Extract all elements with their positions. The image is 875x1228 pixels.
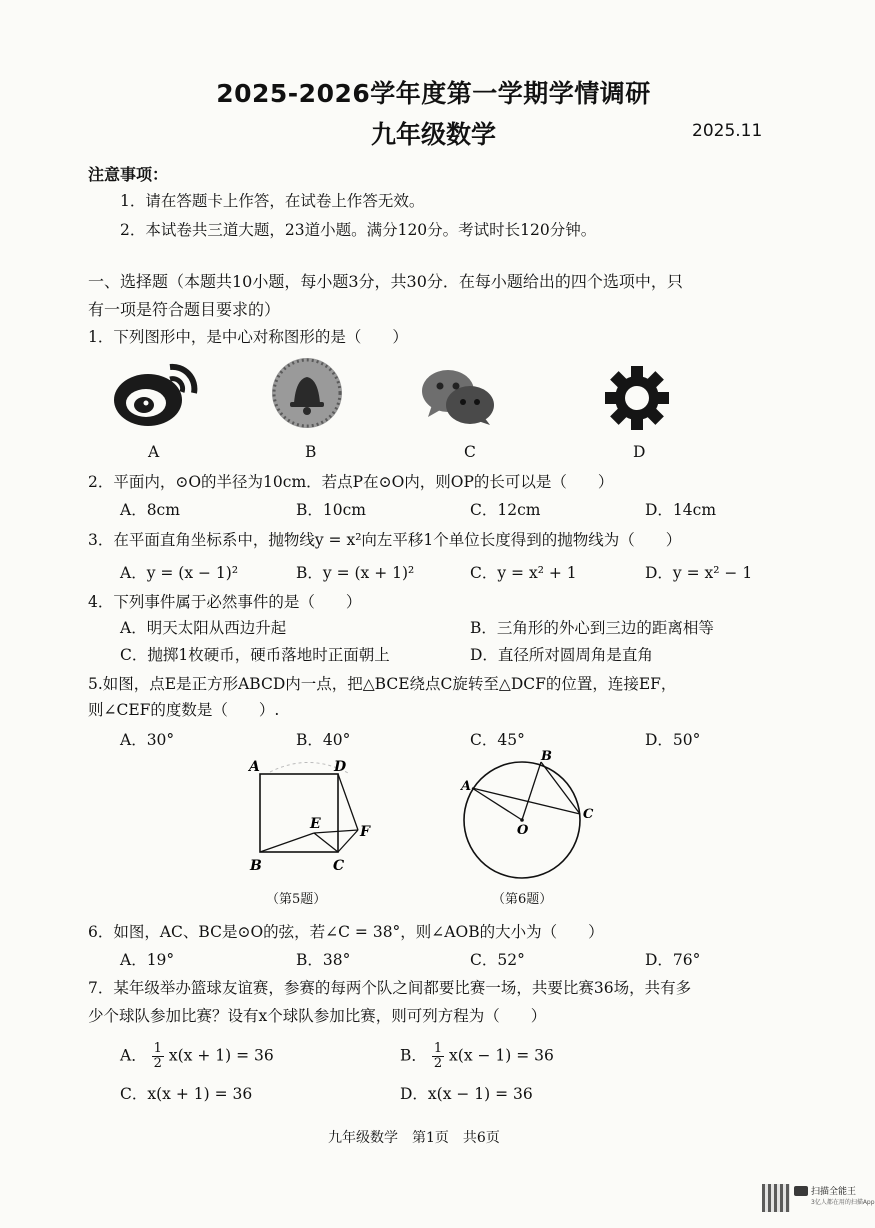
q6-option-c: C．52° bbox=[470, 951, 525, 969]
section1-line1: 一、选择题（本题共10小题，每小题3分，共30分．在每小题给出的四个选项中，只 bbox=[88, 272, 683, 291]
q6-figure-caption: （第6题） bbox=[492, 892, 553, 907]
q3-option-c: C．y = x² + 1 bbox=[470, 564, 577, 582]
scanner-sublabel: 3亿人都在用的扫描App bbox=[811, 1199, 875, 1206]
q6-stem: 6．如图，AC、BC是⊙O的弦，若∠C = 38°，则∠AOB的大小为（ ） bbox=[88, 923, 604, 941]
q4-stem: 4．下列事件属于必然事件的是（ ） bbox=[88, 593, 362, 611]
q1-stem: 1．下列图形中，是中心对称图形的是（ ） bbox=[88, 328, 408, 346]
q5-line2: 则∠CEF的度数是（ ）. bbox=[88, 701, 280, 719]
q3-option-d: D．y = x² − 1 bbox=[645, 564, 753, 582]
q5-option-b: B．40° bbox=[296, 731, 351, 749]
q3-stem: 3．在平面直角坐标系中，抛物线y = x²向左平移1个单位长度得到的抛物线为（ ） bbox=[88, 531, 682, 549]
q6-option-d: D．76° bbox=[645, 951, 701, 969]
q7-frac-den-b: 2 bbox=[433, 1056, 443, 1071]
q7-option-a-fraction bbox=[152, 1042, 164, 1071]
q3-option-a: A．y = (x − 1)² bbox=[120, 564, 239, 582]
exam-date: 2025.11 bbox=[692, 121, 763, 141]
q7-frac-den-a: 2 bbox=[153, 1056, 162, 1071]
q6-point-b: B bbox=[541, 749, 552, 764]
wechat-logo-icon bbox=[418, 367, 498, 427]
page-footer: 九年级数学 第1页 共6页 bbox=[328, 1130, 500, 1146]
q2-option-c: C．12cm bbox=[470, 501, 541, 519]
q5-point-b: B bbox=[250, 858, 262, 874]
q5-line1: 5.如图，点E是正方形ABCD内一点，把△BCE绕点C旋转至△DCF的位置，连接EF， bbox=[88, 675, 677, 693]
q1-label-c: C bbox=[464, 443, 476, 461]
q3-option-b: B．y = (x + 1)² bbox=[296, 564, 415, 582]
q1-label-a: A bbox=[148, 443, 160, 461]
q2-option-d: D．14cm bbox=[645, 501, 717, 519]
q7-option-c: C．x(x + 1) = 36 bbox=[120, 1085, 253, 1103]
q7-option-b-label: B． bbox=[400, 1046, 427, 1065]
q7-option-a bbox=[120, 1042, 274, 1071]
q4-option-c: C．抛掷1枚硬币，硬币落地时正面朝上 bbox=[120, 646, 390, 664]
q5-option-c: C．45° bbox=[470, 731, 525, 749]
q1-label-b: B bbox=[305, 443, 317, 461]
q7-line1: 7．某年级举办篮球友谊赛，参赛的每两个队之间都要比赛一场，共要比赛36场，共有多 bbox=[88, 979, 692, 997]
q4-option-d: D．直径所对圆周角是直角 bbox=[470, 646, 653, 664]
q2-option-b: B．10cm bbox=[296, 501, 366, 519]
q7-option-b-fraction bbox=[432, 1042, 444, 1071]
q7-option-d: D．x(x − 1) = 36 bbox=[400, 1085, 533, 1103]
q6-point-o: O bbox=[517, 823, 529, 838]
q1-label-d: D bbox=[633, 443, 646, 461]
q6-point-c: C bbox=[583, 807, 594, 822]
q5-figure-caption: （第5题） bbox=[266, 892, 327, 907]
q2-stem: 2．平面内，⊙O的半径为10cm．若点P在⊙O内，则OP的长可以是（ ） bbox=[88, 473, 614, 491]
notice-heading: 注意事项： bbox=[88, 165, 169, 184]
q7-option-a-expr: x(x + 1) = 36 bbox=[168, 1046, 274, 1065]
q6-circle-figure bbox=[455, 748, 605, 888]
scanner-watermark bbox=[794, 1184, 875, 1212]
q5-option-a: A．30° bbox=[120, 731, 175, 749]
q4-option-b: B．三角形的外心到三边的距离相等 bbox=[470, 619, 714, 637]
q5-point-e: E bbox=[310, 816, 321, 832]
section1-line2: 有一项是符合题目要求的） bbox=[88, 300, 281, 319]
exam-title: 2025-2026学年度第一学期学情调研 bbox=[216, 79, 651, 108]
q6-option-b: B．38° bbox=[296, 951, 351, 969]
scanner-logo-icon bbox=[794, 1186, 808, 1196]
q4-option-a: A．明天太阳从西边升起 bbox=[120, 619, 287, 637]
notice-item-2: 2．本试卷共三道大题，23道小题。满分120分。考试时长120分钟。 bbox=[120, 221, 597, 239]
q6-option-a: A．19° bbox=[120, 951, 175, 969]
q5-point-d: D bbox=[334, 759, 347, 775]
qr-code-icon bbox=[762, 1184, 790, 1212]
weibo-logo-icon bbox=[108, 355, 203, 430]
q6-point-a: A bbox=[461, 779, 472, 794]
q5-point-f: F bbox=[360, 824, 370, 840]
q2-option-a: A．8cm bbox=[120, 501, 180, 519]
q5-square-figure bbox=[240, 752, 380, 882]
q7-frac-num-a: 1 bbox=[153, 1041, 162, 1056]
q7-option-b-expr: x(x − 1) = 36 bbox=[449, 1046, 554, 1065]
notice-item-1: 1．请在答题卡上作答，在试卷上作答无效。 bbox=[120, 192, 425, 210]
q7-option-b bbox=[400, 1042, 554, 1071]
q7-frac-num-b: 1 bbox=[433, 1041, 443, 1056]
exam-subtitle: 九年级数学 bbox=[370, 120, 496, 149]
bell-badge-icon bbox=[268, 357, 346, 429]
scanner-label: 扫描全能王 bbox=[811, 1187, 857, 1197]
q7-option-a-label: A． bbox=[120, 1046, 147, 1065]
q5-point-a: A bbox=[249, 759, 260, 775]
q7-line2: 少个球队参加比赛？设有x个球队参加比赛，则可列方程为（ ） bbox=[88, 1007, 547, 1025]
q5-point-c: C bbox=[333, 858, 345, 874]
gear-icon bbox=[603, 365, 671, 431]
q5-option-d: D．50° bbox=[645, 731, 701, 749]
